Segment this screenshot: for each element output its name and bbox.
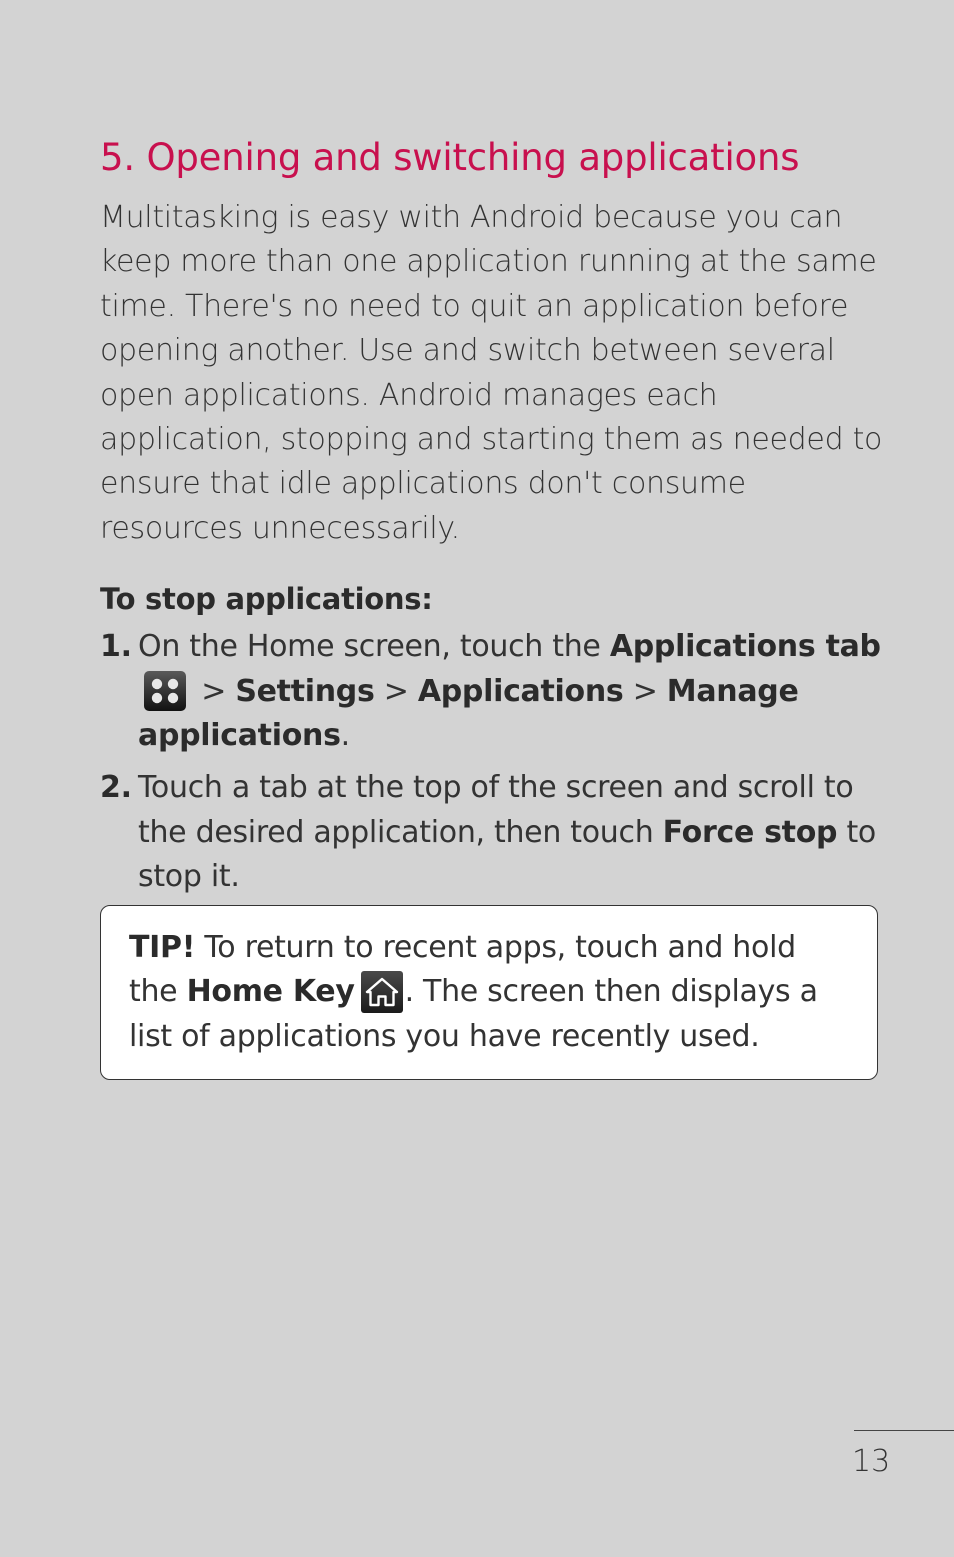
step-2-number: 2. — [100, 770, 132, 806]
force-stop-label: Force stop — [662, 814, 838, 850]
manage-applications-label: Manage applications — [138, 673, 799, 754]
step-1-end: . — [340, 718, 350, 754]
stop-apps-heading: To stop applications: — [100, 582, 433, 617]
step-2-text: Touch a tab at the top of the screen and scroll to the desired application, then touch — [138, 770, 854, 850]
steps-list — [100, 625, 890, 899]
tip-post: . The screen then displays a list of applications you have recently used. — [129, 974, 818, 1054]
step-1-text: On the Home screen, touch the — [138, 629, 610, 665]
page-content — [100, 130, 890, 908]
separator-3: > — [623, 673, 667, 709]
tip-text: To return to recent apps, touch and hold the — [129, 930, 796, 1010]
separator-2: > — [374, 673, 418, 709]
home-key-label: Home Key — [186, 974, 355, 1010]
step-2 — [100, 766, 890, 899]
tip-box — [100, 905, 878, 1080]
step-1 — [100, 625, 890, 758]
footer-rule — [854, 1430, 954, 1431]
settings-label: Settings — [235, 673, 375, 709]
applications-tab-label: Applications tab — [609, 629, 881, 665]
applications-label: Applications — [417, 673, 624, 709]
home-key-icon — [361, 971, 403, 1013]
section-title: 5. Opening and switching applications — [100, 136, 800, 179]
separator-1: > — [192, 673, 236, 709]
page-number: 13 — [852, 1444, 891, 1479]
intro-paragraph: Multitasking is easy with Android because you can keep more than one application running at the same time. There's no need to quit an application before opening another. Use and switch between several open applications. Android manages each application, stopping and starting them as needed to ensure that idle applications don't consume resources unnecessarily. — [100, 200, 883, 546]
step-1-number: 1. — [100, 629, 132, 665]
applications-grid-icon — [144, 671, 186, 711]
tip-label: TIP! — [129, 930, 196, 965]
step-2-post: to stop it. — [138, 814, 876, 895]
